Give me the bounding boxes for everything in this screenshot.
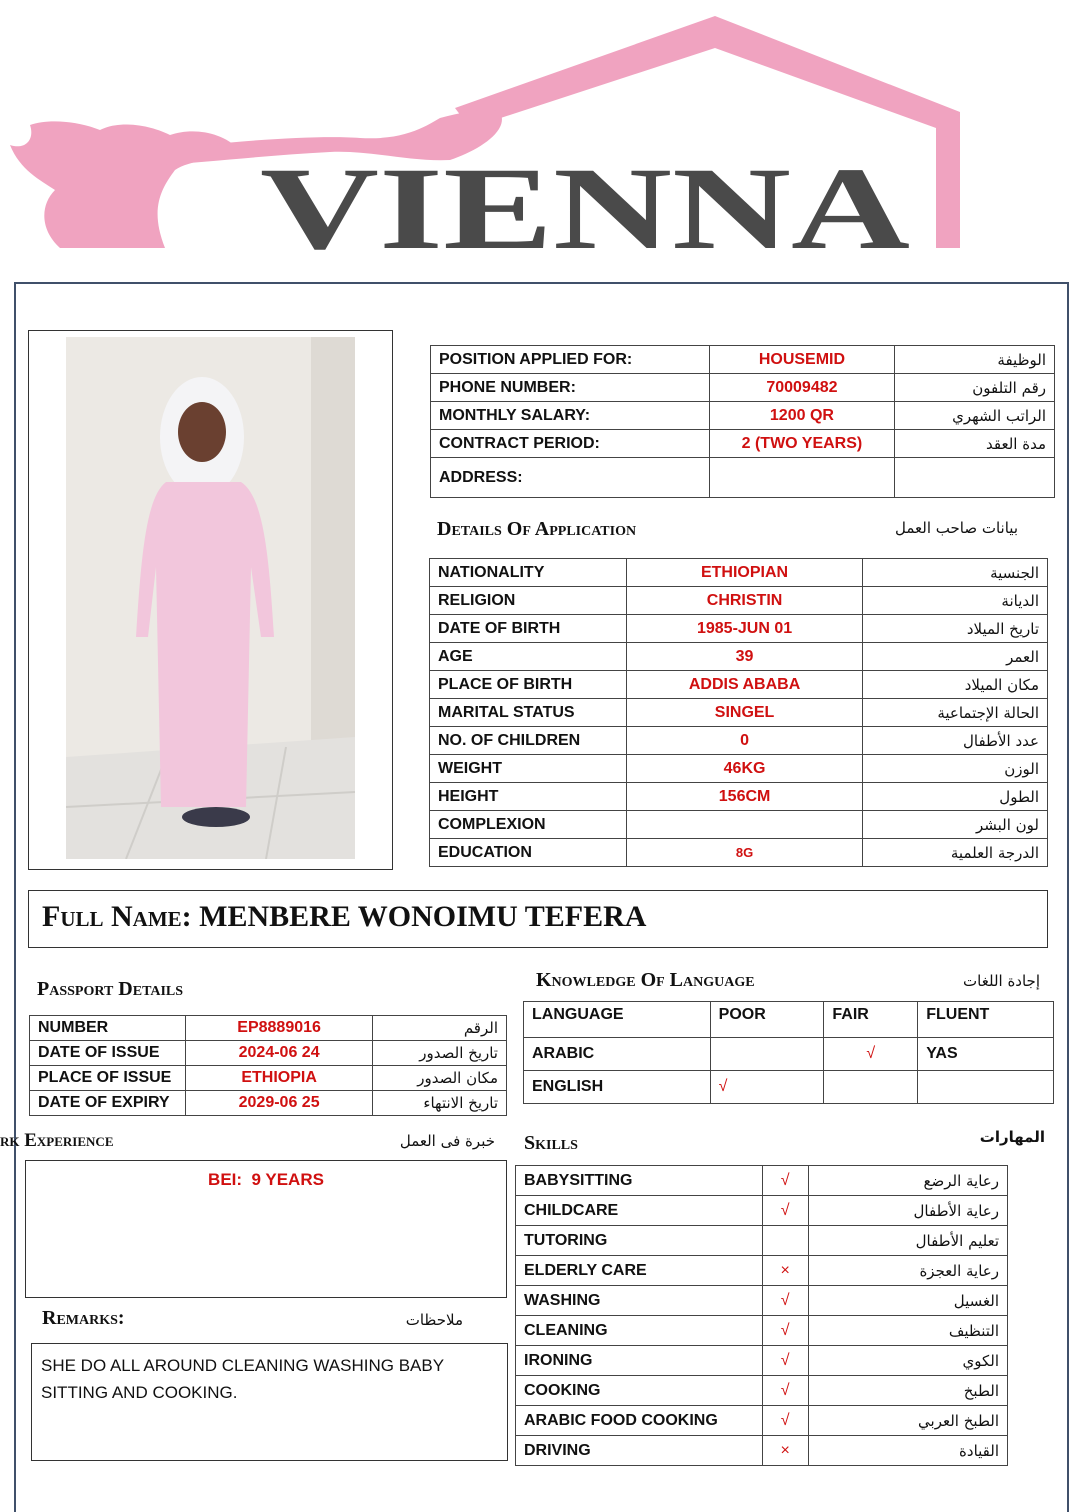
field-label-ar: عدد الأطفال xyxy=(863,727,1048,755)
details-row xyxy=(430,727,1048,755)
skill-name: IRONING xyxy=(516,1346,763,1376)
skill-mark: √ xyxy=(762,1166,808,1196)
skill-name-ar: الكوي xyxy=(808,1346,1007,1376)
details-title-ar: بيانات صاحب العمل xyxy=(895,519,1018,537)
field-value: 70009482 xyxy=(709,374,895,402)
logo-text: VIENNA xyxy=(260,143,910,265)
full-name-value: MENBERE WONOIMU TEFERA xyxy=(199,900,647,933)
field-value xyxy=(626,811,862,839)
details-row xyxy=(430,811,1048,839)
field-label-ar: الديانة xyxy=(863,587,1048,615)
skill-name-ar: القيادة xyxy=(808,1436,1007,1466)
details-row xyxy=(430,755,1048,783)
skill-row xyxy=(516,1226,1008,1256)
field-label: HEIGHT xyxy=(430,783,627,811)
full-name xyxy=(42,900,646,934)
skill-name-ar: تعليم الأطفال xyxy=(808,1226,1007,1256)
field-value: ETHIOPIAN xyxy=(626,559,862,587)
skill-name-ar: رعاية الرضع xyxy=(808,1166,1007,1196)
skill-name-ar: التنظيف xyxy=(808,1316,1007,1346)
field-value: 46KG xyxy=(626,755,862,783)
experience-title-ar: خبرة فى العمل xyxy=(399,1132,495,1150)
field-label: ADDRESS: xyxy=(431,458,710,498)
field-label: MONTHLY SALARY: xyxy=(431,402,710,430)
fair-mark xyxy=(824,1071,918,1104)
field-label: PLACE OF ISSUE xyxy=(30,1066,186,1091)
field-value: CHRISTIN xyxy=(626,587,862,615)
skill-mark: √ xyxy=(762,1196,808,1226)
skill-mark: × xyxy=(762,1436,808,1466)
language-name: ENGLISH xyxy=(524,1071,711,1104)
field-label: PLACE OF BIRTH xyxy=(430,671,627,699)
passport-title: Passport Details xyxy=(37,978,184,1000)
field-label-ar: الجنسية xyxy=(863,559,1048,587)
details-row xyxy=(430,783,1048,811)
vienna-logo xyxy=(0,0,1075,265)
remarks-line: SHE DO ALL AROUND CLEANING WASHING BABY xyxy=(41,1356,445,1375)
field-value: 2024-06 24 xyxy=(185,1041,372,1066)
field-label-ar: الوظيفة xyxy=(895,346,1055,374)
poor-mark: √ xyxy=(710,1071,824,1104)
skill-mark: × xyxy=(762,1256,808,1286)
application-row xyxy=(431,374,1055,402)
skill-name: COOKING xyxy=(516,1376,763,1406)
passport-row xyxy=(30,1016,507,1041)
skill-name: DRIVING xyxy=(516,1436,763,1466)
field-label-ar: الحالة الإجتماعية xyxy=(863,699,1048,727)
field-label-ar: تاريخ الانتهاء xyxy=(373,1091,507,1116)
skill-row xyxy=(516,1376,1008,1406)
field-value: 1200 QR xyxy=(709,402,895,430)
language-row xyxy=(524,1038,1054,1071)
field-label: NUMBER xyxy=(30,1016,186,1041)
language-title: Knowledge Of Language xyxy=(536,969,755,991)
full-name-label: Full Name: xyxy=(42,900,192,933)
skills-title: Skills xyxy=(524,1132,578,1154)
details-row xyxy=(430,839,1048,867)
field-label-ar: الدرجة العلمية xyxy=(863,839,1048,867)
field-label: NO. OF CHILDREN xyxy=(430,727,627,755)
skill-mark: √ xyxy=(762,1376,808,1406)
field-value xyxy=(709,458,895,498)
skill-name-ar: رعاية العجزة xyxy=(808,1256,1007,1286)
details-row xyxy=(430,587,1048,615)
remarks-text xyxy=(41,1352,444,1406)
remarks-title: Remarks: xyxy=(42,1307,125,1329)
field-label-ar: الراتب الشهري xyxy=(895,402,1055,430)
field-value: 8G xyxy=(626,839,862,867)
field-value: 2 (TWO YEARS) xyxy=(709,430,895,458)
skill-mark: √ xyxy=(762,1406,808,1436)
passport-row xyxy=(30,1066,507,1091)
field-label: MARITAL STATUS xyxy=(430,699,627,727)
details-row xyxy=(430,643,1048,671)
details-row xyxy=(430,559,1048,587)
skill-row xyxy=(516,1166,1008,1196)
field-label: CONTRACT PERIOD: xyxy=(431,430,710,458)
language-header: LANGUAGE xyxy=(524,1002,711,1038)
skill-name: TUTORING xyxy=(516,1226,763,1256)
language-header: FLUENT xyxy=(918,1002,1054,1038)
application-row xyxy=(431,458,1055,498)
skill-name-ar: الطبخ xyxy=(808,1376,1007,1406)
skills-title-ar: المهارات xyxy=(979,1128,1045,1146)
skill-row xyxy=(516,1436,1008,1466)
skill-name-ar: رعاية الأطفال xyxy=(808,1196,1007,1226)
experience-text: BEI: 9 YEARS xyxy=(208,1170,324,1189)
field-value: 156CM xyxy=(626,783,862,811)
skill-name-ar: الطبخ العربي xyxy=(808,1406,1007,1436)
application-row xyxy=(431,430,1055,458)
field-label-ar: الطول xyxy=(863,783,1048,811)
field-label: PHONE NUMBER: xyxy=(431,374,710,402)
field-value: 2029-06 25 xyxy=(185,1091,372,1116)
field-label-ar: تاريخ الصدور xyxy=(373,1041,507,1066)
language-row xyxy=(524,1071,1054,1104)
field-label-ar xyxy=(895,458,1055,498)
skill-mark: √ xyxy=(762,1286,808,1316)
field-label-ar: الوزن xyxy=(863,755,1048,783)
field-label-ar: مدة العقد xyxy=(895,430,1055,458)
application-table xyxy=(430,345,1055,498)
field-label: DATE OF ISSUE xyxy=(30,1041,186,1066)
field-label: NATIONALITY xyxy=(430,559,627,587)
language-header-row xyxy=(524,1002,1054,1038)
language-header: FAIR xyxy=(824,1002,918,1038)
experience-title: rk Experience xyxy=(0,1130,114,1151)
details-title: Details Of Application xyxy=(437,518,637,540)
fluent-value xyxy=(918,1071,1054,1104)
field-label: RELIGION xyxy=(430,587,627,615)
skill-name: ELDERLY CARE xyxy=(516,1256,763,1286)
field-label: DATE OF BIRTH xyxy=(430,615,627,643)
language-header: POOR xyxy=(710,1002,824,1038)
remarks-title-ar: ملاحظات xyxy=(405,1311,463,1329)
skill-row xyxy=(516,1346,1008,1376)
skill-row xyxy=(516,1316,1008,1346)
field-value: 39 xyxy=(626,643,862,671)
field-label: COMPLEXION xyxy=(430,811,627,839)
details-row xyxy=(430,615,1048,643)
application-row xyxy=(431,402,1055,430)
skill-mark: √ xyxy=(762,1316,808,1346)
field-label-ar: مكان الميلاد xyxy=(863,671,1048,699)
skill-mark xyxy=(762,1226,808,1256)
skill-row xyxy=(516,1406,1008,1436)
field-label: DATE OF EXPIRY xyxy=(30,1091,186,1116)
skill-name-ar: الغسيل xyxy=(808,1286,1007,1316)
field-label: AGE xyxy=(430,643,627,671)
field-label-ar: رقم التلفون xyxy=(895,374,1055,402)
skill-row xyxy=(516,1256,1008,1286)
field-value: 1985-JUN 01 xyxy=(626,615,862,643)
language-title-ar: إجادة اللغات xyxy=(963,972,1040,990)
skill-name: CHILDCARE xyxy=(516,1196,763,1226)
field-label-ar: تاريخ الميلاد xyxy=(863,615,1048,643)
details-row xyxy=(430,699,1048,727)
skill-name: BABYSITTING xyxy=(516,1166,763,1196)
candidate-photo xyxy=(66,337,355,859)
fair-mark: √ xyxy=(824,1038,918,1071)
skill-name: ARABIC FOOD COOKING xyxy=(516,1406,763,1436)
language-table xyxy=(523,1001,1054,1104)
field-label-ar: لون البشر xyxy=(863,811,1048,839)
field-label-ar: الرقم xyxy=(373,1016,507,1041)
remarks-line: SITTING AND COOKING. xyxy=(41,1383,238,1402)
passport-row xyxy=(30,1091,507,1116)
field-value: SINGEL xyxy=(626,699,862,727)
passport-table xyxy=(29,1015,507,1116)
field-value: 0 xyxy=(626,727,862,755)
skill-name: CLEANING xyxy=(516,1316,763,1346)
application-row xyxy=(431,346,1055,374)
field-label: WEIGHT xyxy=(430,755,627,783)
details-table xyxy=(429,558,1048,867)
language-name: ARABIC xyxy=(524,1038,711,1071)
skills-table xyxy=(515,1165,1008,1466)
skill-row xyxy=(516,1196,1008,1226)
poor-mark xyxy=(710,1038,824,1071)
skill-name: WASHING xyxy=(516,1286,763,1316)
skill-row xyxy=(516,1286,1008,1316)
passport-row xyxy=(30,1041,507,1066)
details-row xyxy=(430,671,1048,699)
field-value: HOUSEMID xyxy=(709,346,895,374)
field-value: ADDIS ABABA xyxy=(626,671,862,699)
field-label: POSITION APPLIED FOR: xyxy=(431,346,710,374)
fluent-value: YAS xyxy=(918,1038,1054,1071)
field-value: EP8889016 xyxy=(185,1016,372,1041)
field-value: ETHIOPIA xyxy=(185,1066,372,1091)
field-label-ar: العمر xyxy=(863,643,1048,671)
skill-mark: √ xyxy=(762,1346,808,1376)
field-label: EDUCATION xyxy=(430,839,627,867)
field-label-ar: مكان الصدور xyxy=(373,1066,507,1091)
